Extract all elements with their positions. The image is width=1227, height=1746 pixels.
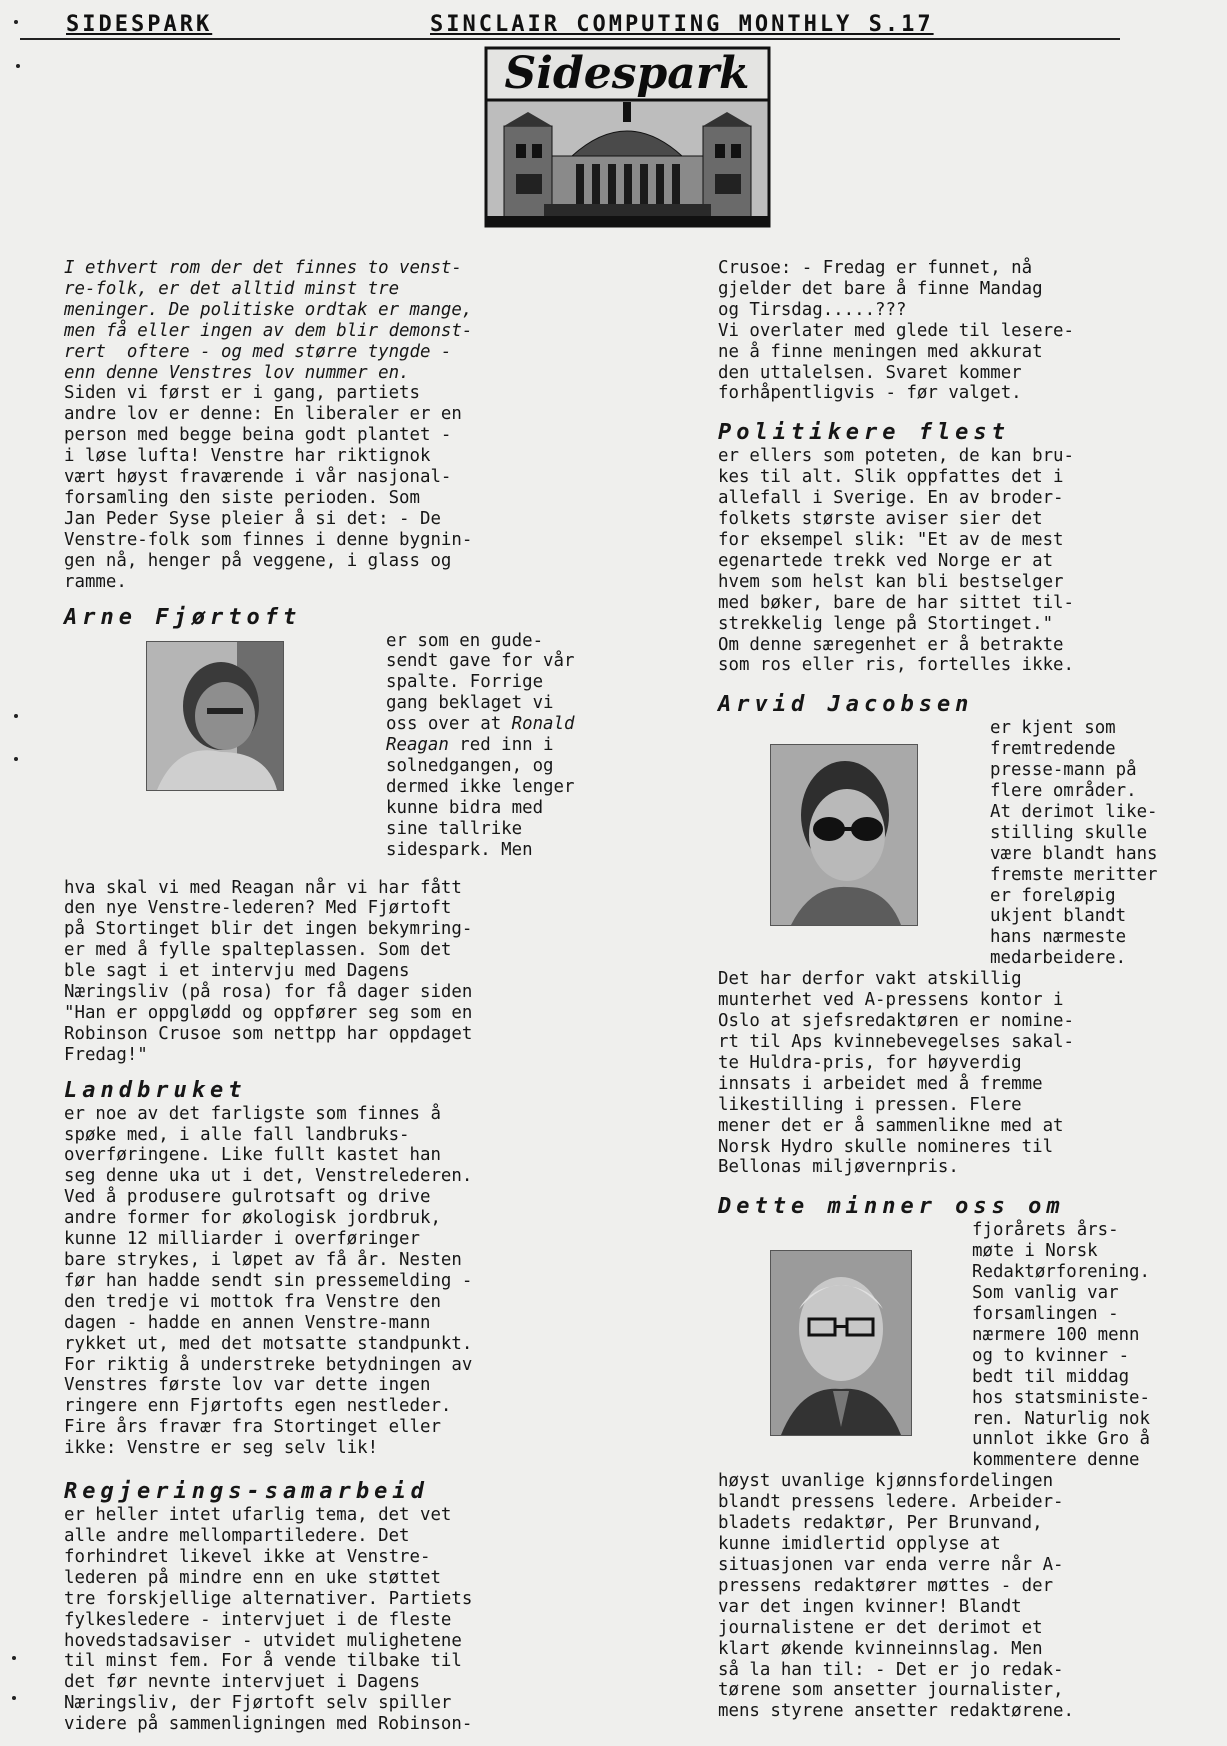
portrait-icon — [771, 745, 917, 925]
wrap-text-italic: Ronald Reagan — [386, 714, 575, 756]
margin-dot — [12, 1696, 16, 1700]
intro-paragraph: Siden vi først er i gang, partiets andre lov er denne: En liberaler er en person med begge beina godt plantet - i løse lufta! Venstre har riktignok vært høyst fraværende i vår nasjonal- forsamling den siste perioden. Som Jan Peder Syse pleier å si det: - De Venstre-folk som finnes i denne bygnin- gen nå, henger på veggene, i glass og ramme. — [64, 383, 473, 592]
running-header-left: SIDESPARK — [66, 12, 213, 37]
section-dette-minner-oss-om-body: høyst uvanlige kjønnsfordelingen blandt pressens ledere. Arbeider- bladets redaktør, Per Brunvand, kunne imidlertid opplyse at situasjonen var enda verre når A- pressens redaktører møttes - der var det ingen kvinner! Blandt journalistene er det derimot et klart økende kvinneinnslag. Men så la han til: - Det er jo redak- tørene som ansetter journalister, mens styrene ansetter redaktørene. — [718, 1471, 1074, 1722]
continuation-paragraph: Crusoe: - Fredag er funnet, nå gjelder det bare å finne Mandag og Tirsdag.....??? Vi overlater med glede til lesere- ne å finne meningen med akkurat den uttalelsen. Svaret kommer forhåpentligvis - før valget. — [718, 258, 1074, 404]
section-title-arne-fjortoft: Arne Fjørtoft — [64, 604, 302, 630]
running-header-right: SINCLAIR COMPUTING MONTHLY S.17 — [430, 12, 934, 37]
section-title-landbruket: Landbruket — [64, 1077, 247, 1103]
section-politikere-flest-body: er ellers som poteten, de kan bru- kes til alt. Slik oppfattes det i allefall i Sverige. En av broder- folkets største aviser sier det for eksempel slik: "Et av de mest egenartede trekk ved Norge er at hvem som helst kan bli bestselger med bøker, bare de har sittet til- strekkelig lenge på Stortinget." Om denne særegenhet er å betrakte som ros eller ris, fortelles ikke. — [718, 446, 1074, 676]
intro-italic: I ethvert rom der det finnes to venst- re-folk, er det alltid minst tre meninger. De politiske ordtak er mange, men få eller ingen av dem blir demonst- rert oftere - og med større tyngde - enn denne Venstres lov nummer en. — [64, 258, 473, 383]
margin-dot — [12, 1656, 16, 1660]
portrait-icon — [147, 642, 283, 790]
section-arne-fjortoft-wrap — [64, 631, 654, 878]
section-arvid-jacobsen-body: Det har derfor vakt atskillig munterhet ved A-pressens kontor i Oslo at sjefsredaktøren er nomine- rt til Aps kvinnebevegelses sakal- te Huldra-pris, for høyverdig innsats i arbeidet med å fremme likestilling i pressen. Flere mener det er å sammenlikne med at Norsk Hydro skulle nomineres til Bellonas miljøvernpris. — [718, 969, 1074, 1178]
wrap-text-b: red inn i solnedgangen, og dermed ikke lenger kunne bidra med sine tallrike sidespark. Men — [386, 735, 575, 860]
left-column — [64, 258, 654, 1735]
logo-title: Sidespark — [504, 48, 750, 99]
section-dette-minner-oss-om-wrap — [718, 1220, 1227, 1471]
section-regjerings-samarbeid-body: er heller intet ufarlig tema, det vet alle andre mellompartiledere. Det forhindret likevel ikke at Venstre- lederen på mindre enn en uke støttet tre forskjellige alternativer. Partiets fylkesledere - intervjuet i de fleste hovedstadsaviser - utvidet mulighetene til minst fem. For å vende tilbake til det før nevnte intervjuet i Dagens Næringsliv, der Fjørtoft selv spiller videre på sammenligningen med Robinson- — [64, 1505, 473, 1735]
portrait-icon — [771, 1251, 911, 1435]
section-title-dette-minner-oss-om: Dette minner oss om — [718, 1194, 1065, 1220]
section-dette-minner-oss-om-wrap-text: fjorårets års- møte i Norsk Redaktørforening. Som vanlig var forsamlingen - nærmere 100 menn og to kvinner - bedt til middag hos statsministe- ren. Naturlig nok unnlot ikke Gro å kommentere denne — [972, 1220, 1150, 1471]
section-arvid-jacobsen-wrap-text: er kjent som fremtredende presse-mann på flere områder. At derimot like- stilling skulle være blandt hans fremste meritter er foreløpig ukjent blandt hans nærmeste medarbeidere. — [990, 718, 1158, 969]
section-title-politikere-flest: Politikere flest — [718, 420, 1010, 446]
margin-dot — [14, 757, 18, 761]
portrait-photo-arvid-jacobsen — [770, 744, 918, 926]
storting-building-icon — [484, 46, 771, 228]
section-arvid-jacobsen-wrap — [718, 718, 1227, 969]
section-title-regjerings-samarbeid: Regjerings-samarbeid — [64, 1479, 429, 1505]
wrap-text-a: er som en gude- sendt gave for vår spalte. Forrige gang beklaget vi oss over at — [386, 630, 575, 735]
section-arne-fjortoft-body: hva skal vi med Reagan når vi har fått den nye Venstre-lederen? Med Fjørtoft på Stortinget blir det ingen bekymring- er med å fylle spalteplassen. Som det ble sagt i et intervju med Dagens Næringsliv (på rosa) for få dager siden "Han er oppglødd og oppfører seg som en Robinson Crusoe som nettpp har oppdaget Fredag!" — [64, 877, 473, 1065]
sidespark-logo — [484, 46, 771, 228]
margin-dot — [16, 64, 20, 68]
header-rule — [20, 38, 1120, 40]
portrait-photo-man-with-glasses — [770, 1250, 912, 1436]
margin-dot — [14, 714, 18, 718]
section-landbruket-body: er noe av det farligste som finnes å spøke med, i alle fall landbruks- overføringene. Like fullt kastet han seg denne uka ut i det, Venstrelederen. Ved å produsere gulrotsaft og drive andre former for økologisk jordbruk, kunne 12 milliarder i overføringer bare strykes, i løpet av få år. Nesten før han hadde sendt sin pressemelding - den tredje vi mottok fra Venstre den dagen - hadde en annen Venstre-mann rykket ut, med det motsatte standpunkt. For riktig å understreke betydningen av Venstres første lov var dette ingen ringere enn Fjørtofts egen nestleder. Fire års fravær fra Stortinget eller ikke: Venstre er seg selv lik! — [64, 1103, 473, 1459]
section-arne-fjortoft-wrap-text — [386, 631, 574, 861]
right-column — [718, 258, 1227, 1722]
portrait-photo-arne-fjortoft — [146, 641, 284, 791]
section-title-arvid-jacobsen: Arvid Jacobsen — [718, 692, 974, 718]
margin-dot — [14, 20, 18, 24]
